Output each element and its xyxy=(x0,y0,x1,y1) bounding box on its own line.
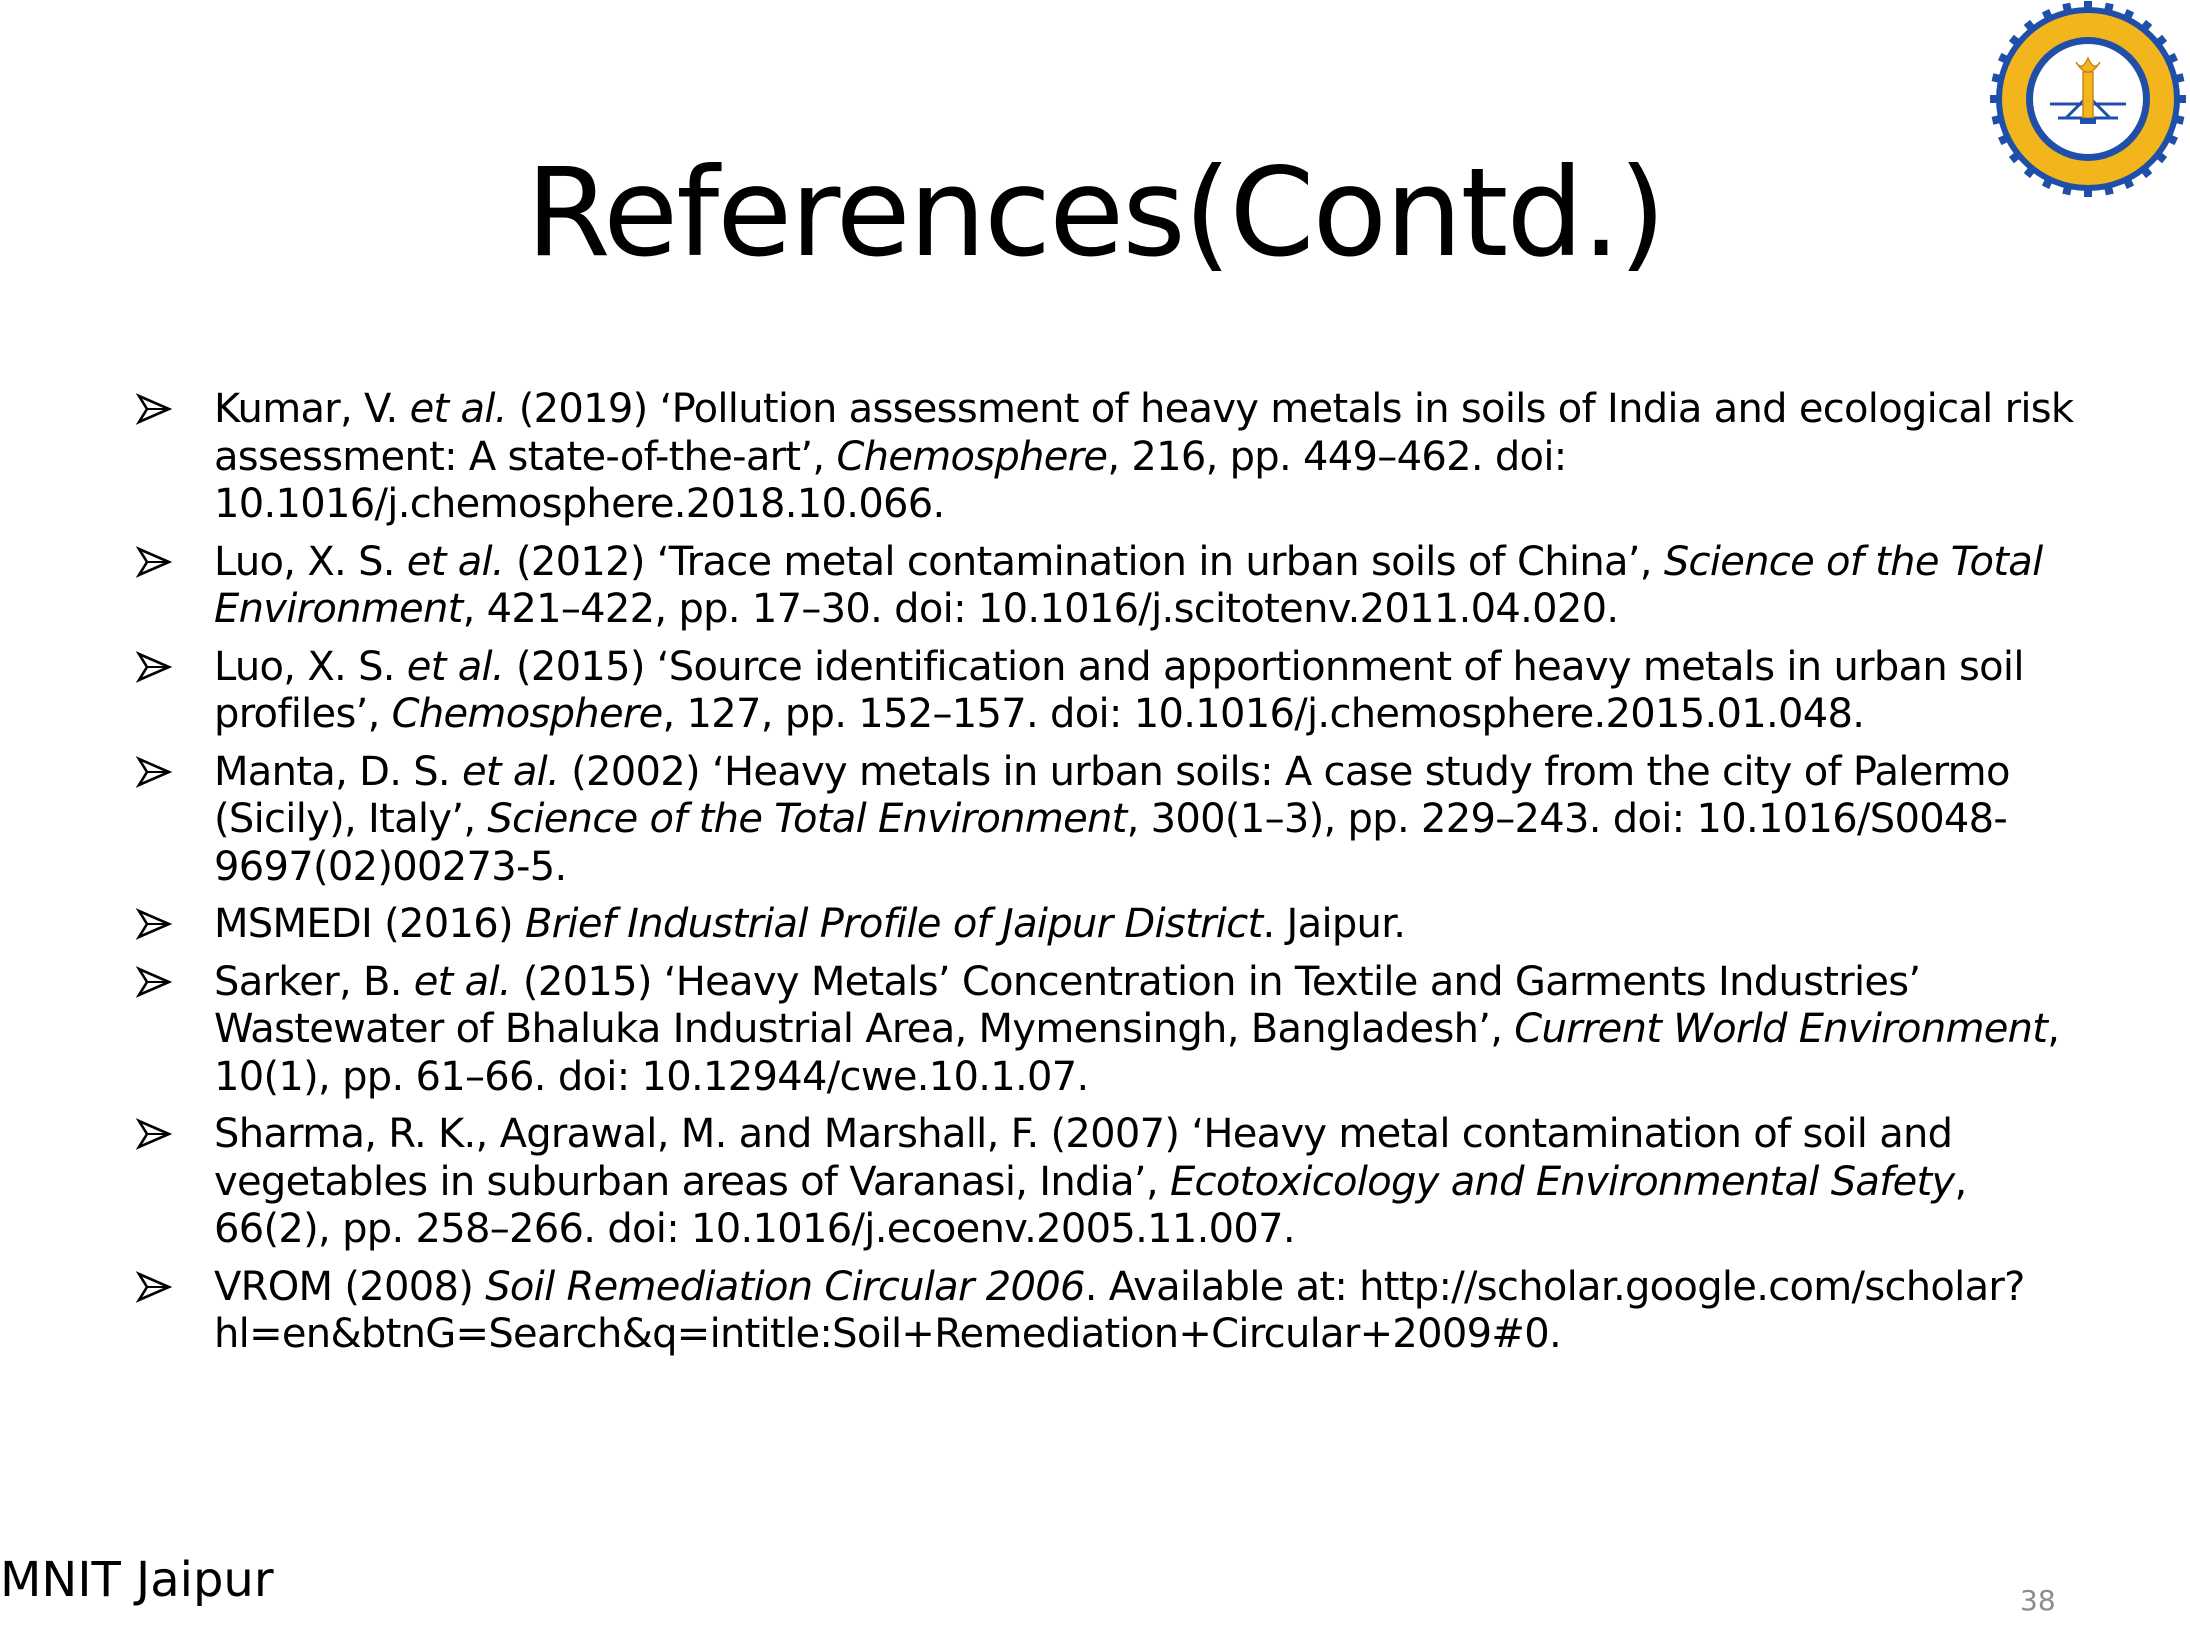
reference-text: MSMEDI (2016) xyxy=(214,901,525,947)
reference-text: Sarker, B. xyxy=(214,958,414,1005)
reference-text: (2015) ‘Source identification and apportionment of heavy metals in urban soil profiles’, xyxy=(214,643,2024,737)
reference-text: , 66(2), pp. 258–266. doi: 10.1016/j.ecoenv.2005.11.007. xyxy=(214,1158,1967,1252)
reference-list xyxy=(130,386,2090,1369)
reference-italic-text: Science of the Total Environment xyxy=(214,538,2043,632)
arrow-bullet-icon xyxy=(136,386,176,433)
arrow-bullet-icon xyxy=(136,1111,176,1158)
reference-text: , 10(1), pp. 61–66. doi: 10.12944/cwe.10.1.07. xyxy=(214,1006,2060,1100)
slide-title: References(Contd.) xyxy=(525,142,1665,284)
reference-italic-text: Soil Remediation Circular 2006 xyxy=(485,1263,1085,1310)
reference-item xyxy=(130,386,2090,529)
footer-institute: MNIT Jaipur xyxy=(0,1552,274,1608)
arrow-bullet-icon xyxy=(136,749,176,796)
reference-italic-text: et al. xyxy=(406,538,504,585)
reference-text: (2002) ‘Heavy metals in urban soils: A case study from the city of Palermo (Sicily), Italy’, xyxy=(214,748,2010,842)
reference-text: Kumar, V. xyxy=(214,386,410,432)
reference-italic-text: et al. xyxy=(406,643,504,690)
reference-text: . Available at: http://scholar.google.com/scholar?hl=en&btnG=Search&q=intitle:Soil+Remediation+Circular+2009#0. xyxy=(214,1263,2025,1357)
reference-text: , 127, pp. 152–157. doi: 10.1016/j.chemosphere.2015.01.048. xyxy=(662,691,1865,737)
reference-text: (2015) ‘Heavy Metals’ Concentration in Textile and Garments Industries’ Wastewater of Bhaluka Industrial Area, Mymensingh, Bangladesh’, xyxy=(214,958,1921,1052)
reference-item xyxy=(130,644,2090,739)
arrow-bullet-icon xyxy=(136,1264,176,1311)
reference-text: (2012) ‘Trace metal contamination in urban soils of China’, xyxy=(503,538,1664,585)
reference-text: . Jaipur. xyxy=(1262,901,1406,947)
reference-italic-text: Current World Environment xyxy=(1514,1006,2048,1052)
reference-text: Manta, D. S. xyxy=(214,748,462,795)
page-number: 38 xyxy=(2020,1584,2056,1617)
reference-item xyxy=(130,959,2090,1102)
arrow-bullet-icon xyxy=(136,901,176,948)
reference-italic-text: et al. xyxy=(413,958,511,1005)
reference-text: , 421–422, pp. 17–30. doi: 10.1016/j.scitotenv.2011.04.020. xyxy=(462,586,1619,632)
reference-text: (2019) ‘Pollution assessment of heavy metals in soils of India and ecological risk assessment: A state-of-the-art’, xyxy=(214,386,2074,480)
reference-text: , 300(1–3), pp. 229–243. doi: 10.1016/S0048-9697(02)00273-5. xyxy=(214,796,2008,890)
reference-text: Sharma, R. K., Agrawal, M. and Marshall, F. (2007) ‘Heavy metal contamination of soil and vegetables in suburban areas of Varanasi, India’, xyxy=(214,1111,1953,1205)
reference-italic-text: Chemosphere xyxy=(836,433,1108,480)
reference-italic-text: Chemosphere xyxy=(391,691,663,737)
arrow-bullet-icon xyxy=(136,539,176,586)
reference-item xyxy=(130,1264,2090,1359)
reference-item xyxy=(130,539,2090,634)
arrow-bullet-icon xyxy=(136,644,176,691)
reference-text: VROM (2008) xyxy=(214,1263,486,1310)
reference-text: , 216, pp. 449–462. doi: 10.1016/j.chemosphere.2018.10.066. xyxy=(214,433,1567,527)
reference-text: Luo, X. S. xyxy=(214,538,407,585)
reference-item xyxy=(130,1111,2090,1254)
reference-italic-text: Brief Industrial Profile of Jaipur District xyxy=(524,901,1263,947)
reference-item xyxy=(130,749,2090,892)
reference-italic-text: et al. xyxy=(409,386,507,432)
reference-item xyxy=(130,901,2090,949)
reference-italic-text: Science of the Total Environment xyxy=(487,796,1127,842)
reference-italic-text: et al. xyxy=(461,748,560,795)
arrow-bullet-icon xyxy=(136,959,176,1006)
reference-text: Luo, X. S. xyxy=(214,643,407,690)
reference-italic-text: Ecotoxicology and Environmental Safety xyxy=(1169,1158,1955,1205)
